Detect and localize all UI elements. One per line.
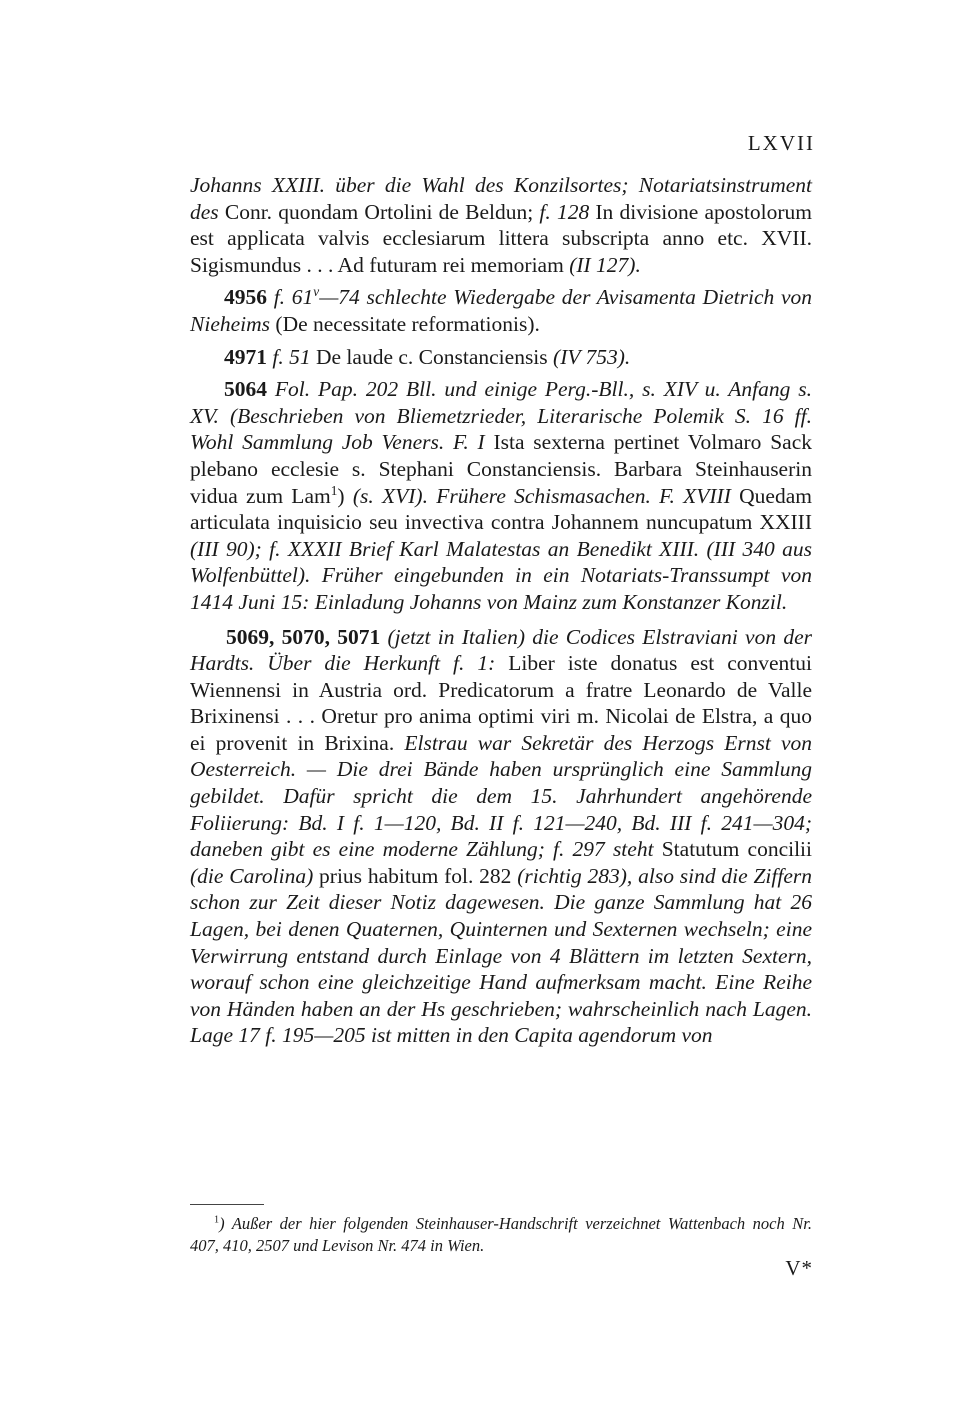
footnote bbox=[190, 1213, 812, 1257]
reference: (II 127). bbox=[569, 252, 641, 277]
text-italic: (III 90); f. XXXII Brief Karl Malatestas an Benedikt XIII. (III 340 aus Wolfenbüttel). Früher eingebunden in ein Notariats-Transsumpt von 1414 Juni 15: Einladung Johanns von Mainz zum Konstanzer Konzil. bbox=[190, 536, 812, 614]
sheet-signature: V* bbox=[785, 1256, 813, 1280]
text-roman: In divisione apostolorum est applicata valvis ecclesiarum littera subscripta anno etc. XVII. Sigismundus . . . Ad futuram rei memoriam bbox=[190, 199, 812, 277]
text-italic: (richtig 283), also sind die Ziffern schon zur Zeit dieser Notiz dagewesen. Die ganze Sammlung hat 26 Lagen, bei denen Quaternen, Quinternen und Sexternen wechseln; eine Verwirrung entstand durch Einlage von 4 Blättern im letzten Sextern, worauf schon eine gleichzeitige Hand aufmerksam macht. Eine Reihe von Händen haben an der Hs geschrieben; wahrscheinlich nach Lagen. Lage 17 f. 195—205 ist mitten in den Capita agendorum von bbox=[190, 863, 812, 1048]
folio-ref: f. 61 bbox=[267, 285, 314, 310]
text-roman: Statutum concilii bbox=[653, 837, 813, 862]
entry-number: 4956 bbox=[224, 285, 267, 310]
text-italic: (jetzt in Italien) die Codices Elstraviani von der Hardts. Über die Herkunft f. 1: bbox=[190, 624, 812, 676]
folio-ref: f. 51 bbox=[267, 344, 311, 369]
text-roman: De laude c. Constanciensis bbox=[310, 344, 554, 369]
footnote-text: ) Außer der hier folgenden Steinhauser-Handschrift verzeichnet Wattenbach noch Nr. 407, 410, 2507 und Levison Nr. 474 in Wien. bbox=[190, 1214, 812, 1255]
text-italic: (s. XVI). Frühere Schismasachen. F. XVIII bbox=[344, 483, 731, 508]
text-italic: Fol. Pap. 202 Bll. und einige Perg.-Bll., s. XIV u. Anfang s. XV. (Beschrieben von Bliemetzrieder, Literarische Polemik S. 16 ff. Wohl Sammlung Job Veners. F. I bbox=[190, 377, 812, 455]
footnote-marker: 1 bbox=[214, 1214, 220, 1226]
text-roman: Quedam articulata inquisicio seu invectiva contra Johannem nuncupatum XXIII bbox=[190, 483, 812, 535]
entry-4971 bbox=[190, 344, 812, 371]
footnote-mark: 1 bbox=[330, 482, 338, 498]
entry-number: 5069, 5070, 5071 bbox=[226, 624, 381, 649]
entry-5064 bbox=[190, 376, 812, 615]
text-roman: Conr. quondam Ortolini de Beldun; bbox=[218, 199, 540, 224]
paragraph-continuation bbox=[190, 172, 812, 278]
entry-number: 5064 bbox=[224, 377, 267, 402]
verso-mark: v bbox=[313, 284, 320, 300]
text-roman: (De necessitate reformationis). bbox=[270, 311, 540, 336]
text-italic: Johanns XXIII. über die Wahl des Konzilsortes; Notariatsinstrument des bbox=[190, 173, 812, 224]
footnote-divider bbox=[190, 1204, 264, 1205]
body-text bbox=[190, 172, 812, 1049]
text-roman: ) bbox=[337, 483, 345, 508]
folio-ref: f. 128 bbox=[539, 199, 590, 224]
text-roman: prius habitum fol. 282 bbox=[313, 863, 518, 888]
text-roman: Liber iste donatus est conventui Wiennensi in Austria ord. Predicatorum a fratre Leonardo de Valle Brixinensi . . . Oretur pro anima optimi viri m. Nicolai de Elstra, a quo ei provenit in Brixina. bbox=[190, 651, 813, 755]
page-number: LXVII bbox=[747, 131, 815, 155]
reference: (IV 753). bbox=[553, 344, 631, 369]
text-italic: (die Carolina) bbox=[190, 863, 314, 888]
entry-4956 bbox=[190, 284, 812, 337]
text-roman: Ista sexterna pertinet Volmaro Sack plebano ecclesie s. Stephani Constanciensis. Barbara Steinhauserin vidua zum Lam bbox=[190, 430, 812, 508]
text-italic: —74 schlechte Wiedergabe der Avisamenta Dietrich von Nieheims bbox=[190, 285, 812, 336]
text-italic: Elstrau war Sekretär des Herzogs Ernst von Oesterreich. — Die drei Bände haben ursprünglich eine Sammlung gebildet. Dafür spricht die dem 15. Jahrhundert angehörende Foliierung: Bd. I f. 1—120, Bd. II f. 121—240, Bd. III f. 241—304; daneben gibt es eine moderne Zählung; f. 297 steht bbox=[190, 730, 812, 862]
entry-number: 4971 bbox=[224, 344, 267, 369]
entry-5069-5071 bbox=[190, 624, 812, 1050]
